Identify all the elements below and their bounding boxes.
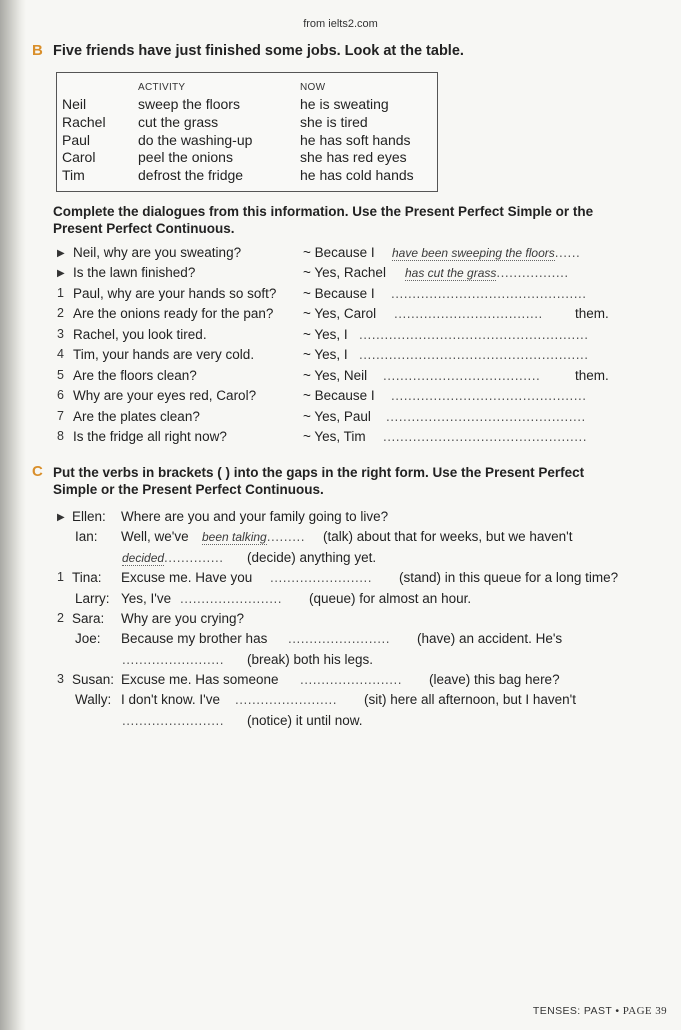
item-number: 3	[57, 327, 64, 341]
example-arrow-icon: ▶	[57, 512, 65, 523]
table-header-activity: ACTIVITY	[138, 82, 186, 93]
table-row	[57, 167, 437, 185]
conversation-line	[0, 529, 681, 549]
item-number: 6	[57, 388, 64, 402]
handwritten-answer: decided	[122, 551, 165, 565]
item-number: 5	[57, 368, 64, 382]
table-row	[57, 114, 437, 132]
jobs-table	[56, 72, 438, 192]
line-text: (talk) about that for weeks, but we haven't	[323, 529, 573, 544]
speaker-name: Larry:	[75, 591, 110, 606]
example-arrow-icon: ▶	[57, 248, 65, 259]
dialogue-item	[0, 306, 681, 326]
table-cell-name: Rachel	[62, 114, 106, 130]
speaker-name: Sara:	[72, 611, 105, 626]
instruction-line: Present Perfect Continuous.	[53, 221, 235, 236]
line-text: (have) an accident. He's	[417, 631, 563, 646]
table-row	[57, 96, 437, 114]
handwritten-answer: have been sweeping the floors	[392, 246, 555, 260]
line-text: Yes, I've	[121, 591, 172, 606]
item-number: 4	[57, 347, 64, 361]
table-cell-activity: peel the onions	[138, 149, 233, 165]
answer-gap[interactable]: ...................................	[394, 306, 543, 321]
table-cell-activity: sweep the floors	[138, 96, 240, 112]
table-cell-name: Tim	[62, 167, 85, 183]
answer-gap[interactable]: ................................................	[383, 429, 588, 444]
table-cell-now: he has soft hands	[300, 132, 411, 148]
footer-bullet: •	[615, 1005, 620, 1017]
dialogue-answer-start: ~ Because I	[303, 286, 375, 301]
dialogue-question: Why are your eyes red, Carol?	[73, 388, 257, 403]
dialogue-question: Are the onions ready for the pan?	[73, 306, 274, 321]
dialogue-item	[0, 245, 681, 265]
line-text: Excuse me. Has someone	[121, 672, 279, 687]
instruction-line: Simple or the Present Perfect Continuous.	[53, 482, 324, 497]
speaker-name: Ellen:	[72, 509, 106, 524]
answer-dots: ......	[554, 245, 581, 260]
dialogue-answer-start: ~ Because I	[303, 245, 375, 260]
conversation-line	[0, 672, 681, 692]
dialogue-item	[0, 429, 681, 449]
table-cell-activity: cut the grass	[138, 114, 219, 130]
answer-gap[interactable]: ......................................................	[359, 347, 589, 362]
dialogue-item	[0, 327, 681, 347]
item-number: 1	[57, 570, 64, 584]
conversation-line	[0, 692, 681, 712]
answer-dots: .................	[496, 265, 569, 280]
answer-gap[interactable]: ........................	[235, 692, 338, 707]
table-row	[57, 149, 437, 167]
answer-dots: .........	[266, 529, 305, 544]
table-row	[57, 132, 437, 150]
conversation-line	[0, 631, 681, 651]
dialogue-question: Paul, why are your hands so soft?	[73, 286, 277, 301]
dialogue-question: Tim, your hands are very cold.	[73, 347, 255, 362]
conversation-line	[0, 611, 681, 631]
line-text: I don't know. I've	[121, 692, 220, 707]
answer-gap[interactable]: ..............................................	[391, 286, 587, 301]
table-cell-now: she has red eyes	[300, 149, 407, 165]
answer-dots: ..............	[164, 550, 224, 565]
item-number: 3	[57, 672, 64, 686]
answer-gap[interactable]: ......................................................	[359, 327, 589, 342]
line-text: (stand) in this queue for a long time?	[399, 570, 619, 585]
dialogue-answer-start: ~ Yes, Paul	[303, 409, 371, 424]
answer-gap[interactable]	[202, 529, 305, 544]
conversation-line	[0, 713, 681, 733]
dialogue-question: Is the lawn finished?	[73, 265, 196, 280]
table-cell-name: Carol	[62, 149, 96, 165]
conversation-line	[0, 509, 681, 529]
answer-gap[interactable]	[122, 550, 224, 565]
answer-tail: them.	[575, 368, 609, 383]
table-header-now: NOW	[300, 82, 326, 93]
line-text: (decide) anything yet.	[247, 550, 377, 565]
line-text: (sit) here all afternoon, but I haven't	[364, 692, 576, 707]
answer-gap[interactable]: ...............................................	[386, 409, 586, 424]
dialogue-answer-start: ~ Yes, I	[303, 327, 348, 342]
section-c-letter: C	[32, 463, 43, 480]
dialogue-answer-start: ~ Yes, Tim	[303, 429, 366, 444]
table-cell-activity: do the washing-up	[138, 132, 253, 148]
item-number: 2	[57, 306, 64, 320]
answer-gap[interactable]	[392, 245, 580, 260]
line-text: Why are you crying?	[121, 611, 245, 626]
answer-gap[interactable]: ........................	[180, 591, 283, 606]
line-text: (queue) for almost an hour.	[309, 591, 472, 606]
example-arrow-icon: ▶	[57, 268, 65, 279]
handwritten-answer: been talking	[202, 530, 267, 544]
conversation-line	[0, 591, 681, 611]
line-text: Because my brother has	[121, 631, 268, 646]
answer-gap[interactable]: ........................	[122, 713, 225, 728]
answer-tail: them.	[575, 306, 609, 321]
item-number: 8	[57, 429, 64, 443]
answer-gap[interactable]: ........................	[122, 652, 225, 667]
conversation-line	[0, 652, 681, 672]
dialogue-item	[0, 265, 681, 285]
dialogue-question: Are the plates clean?	[73, 409, 200, 424]
speaker-name: Wally:	[75, 692, 112, 707]
footer-chapter: TENSES: PAST	[532, 1005, 612, 1017]
answer-gap[interactable]: ........................	[288, 631, 391, 646]
table-cell-now: he has cold hands	[300, 167, 414, 183]
line-text: Where are you and your family going to live?	[121, 509, 389, 524]
dialogue-item	[0, 347, 681, 367]
instruction-line: Complete the dialogues from this information. Use the Present Perfect Simple or the	[53, 204, 594, 219]
answer-gap[interactable]: ........................	[270, 570, 373, 585]
section-b-instruction	[53, 203, 593, 237]
dialogue-question: Neil, why are you sweating?	[73, 245, 242, 260]
line-text: Well, we've	[121, 529, 189, 544]
dialogue-item	[0, 388, 681, 408]
line-text: Excuse me. Have you	[121, 570, 253, 585]
item-number: 1	[57, 286, 64, 300]
table-cell-name: Paul	[62, 132, 91, 148]
line-text: (break) both his legs.	[247, 652, 374, 667]
dialogue-answer-start: ~ Because I	[303, 388, 375, 403]
speaker-name: Susan:	[72, 672, 115, 687]
line-text: (notice) it until now.	[247, 713, 363, 728]
table-cell-now: he is sweating	[300, 96, 389, 112]
dialogue-answer-start: ~ Yes, Rachel	[303, 265, 386, 280]
section-b-title: Five friends have just finished some jobs. Look at the table.	[53, 43, 464, 59]
answer-gap[interactable]: ..............................................	[391, 388, 587, 403]
dialogue-answer-start: ~ Yes, Neil	[303, 368, 368, 383]
table-cell-name: Neil	[62, 96, 87, 112]
page-number: PAGE 39	[622, 1005, 667, 1017]
dialogue-item	[0, 409, 681, 429]
speaker-name: Tina:	[72, 570, 102, 585]
dialogue-item	[0, 286, 681, 306]
dialogue-question: Rachel, you look tired.	[73, 327, 207, 342]
source-note: from ielts2.com	[303, 18, 378, 30]
item-number: 2	[57, 611, 64, 625]
section-c-title	[53, 464, 584, 498]
conversation-line	[0, 550, 681, 570]
page-footer	[533, 1005, 667, 1017]
instruction-line: Put the verbs in brackets ( ) into the gaps in the right form. Use the Present Perfect	[53, 465, 585, 480]
dialogue-answer-start: ~ Yes, Carol	[303, 306, 377, 321]
answer-gap[interactable]: .....................................	[383, 368, 541, 383]
line-text: (leave) this bag here?	[429, 672, 560, 687]
answer-gap[interactable]	[405, 265, 569, 280]
handwritten-answer: has cut the grass	[405, 266, 497, 280]
speaker-name: Joe:	[75, 631, 101, 646]
speaker-name: Ian:	[75, 529, 98, 544]
dialogue-question: Is the fridge all right now?	[73, 429, 227, 444]
dialogue-answer-start: ~ Yes, I	[303, 347, 348, 362]
item-number: 7	[57, 409, 64, 423]
conversation-line	[0, 570, 681, 590]
answer-gap[interactable]: ........................	[300, 672, 403, 687]
dialogue-item	[0, 368, 681, 388]
dialogue-question: Are the floors clean?	[73, 368, 197, 383]
table-cell-activity: defrost the fridge	[138, 167, 244, 183]
section-b-letter: B	[32, 42, 43, 59]
table-cell-now: she is tired	[300, 114, 368, 130]
